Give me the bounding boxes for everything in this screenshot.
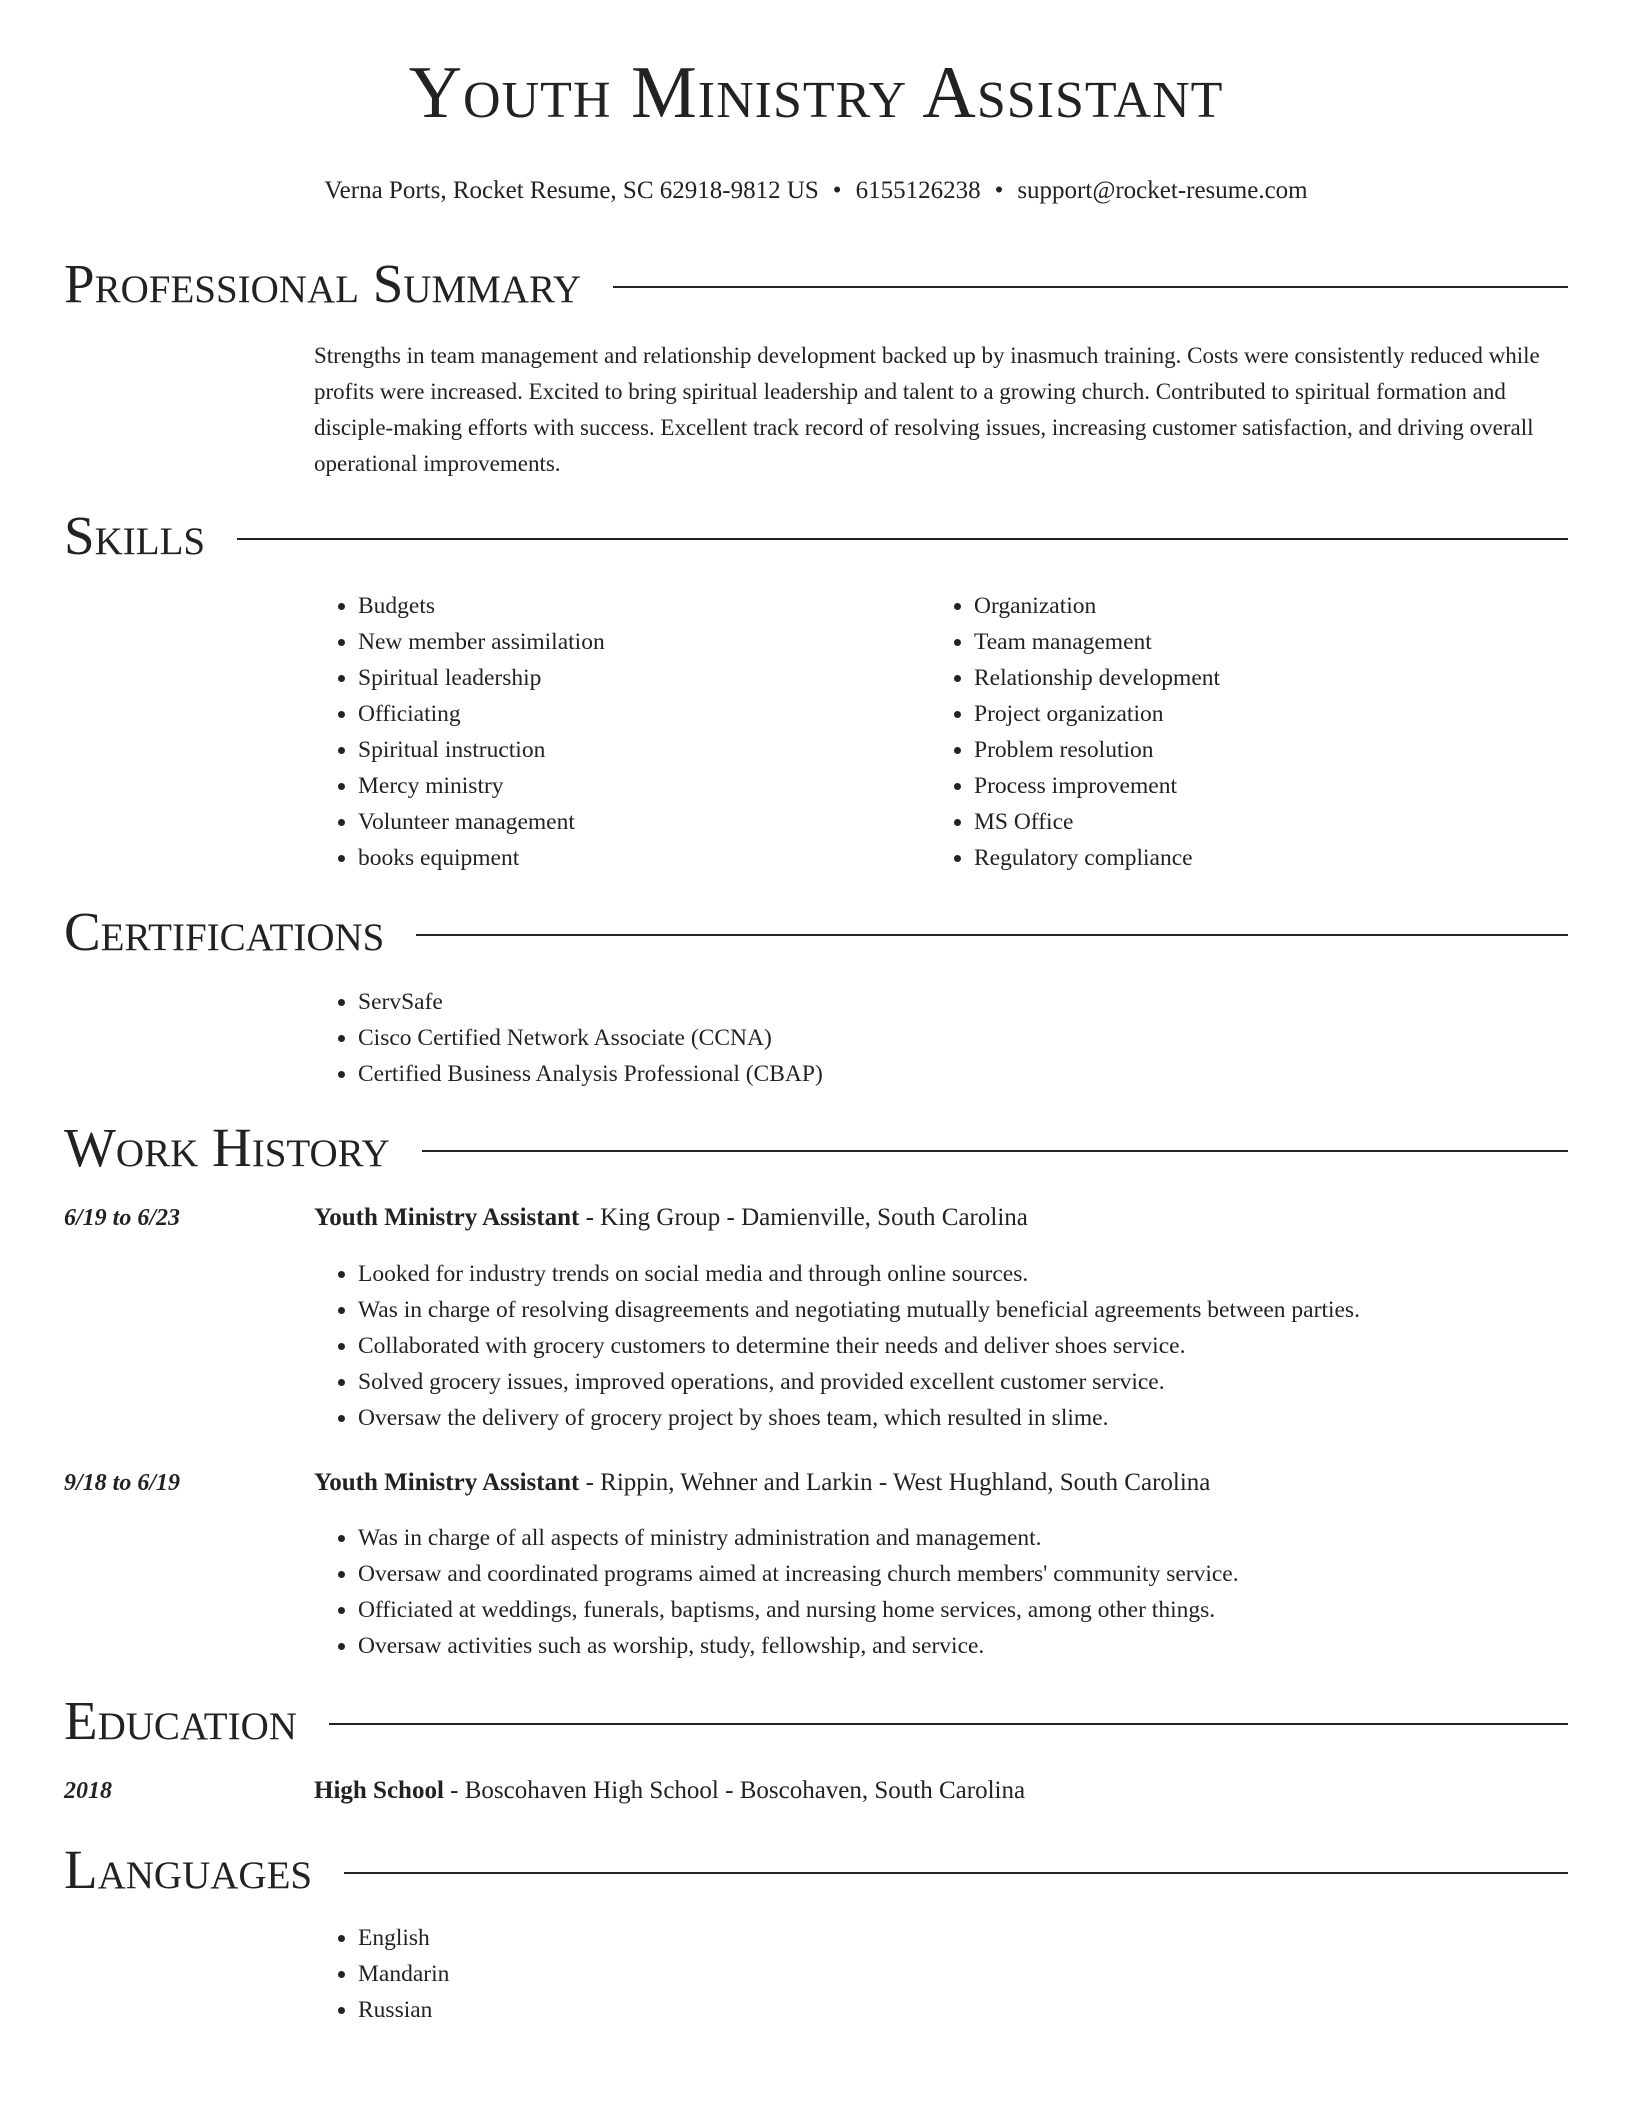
job-duty-item: • Was in charge of resolving disagreements and negotiating mutually beneficial agreements between parties. [358, 1292, 1568, 1328]
skill-item: • New member assimilation [358, 624, 874, 660]
skill-item: • Spiritual instruction [358, 732, 874, 768]
certifications-list [314, 984, 1568, 1092]
job-duty-item: • Collaborated with grocery customers to determine their needs and deliver shoes service. [358, 1328, 1568, 1364]
skill-item: • Relationship development [974, 660, 1530, 696]
contact-phone: 6155126238 [855, 177, 981, 204]
languages-heading: Languages [64, 1839, 313, 1900]
job-role: Youth Ministry Assistant [314, 1204, 580, 1231]
job-duties [314, 1520, 1568, 1664]
job-duties-list [314, 1256, 1568, 1436]
skill-item: • Project organization [974, 696, 1530, 732]
job-duty-item: • Oversaw the delivery of grocery project by shoes team, which resulted in slime. [358, 1400, 1568, 1436]
section-divider [344, 1872, 1568, 1874]
education-line [314, 1775, 1568, 1807]
job-details: - Rippin, Wehner and Larkin - West Hughland, South Carolina [579, 1469, 1211, 1496]
certification-item: • Certified Business Analysis Professional (CBAP) [358, 1056, 1568, 1092]
education-year: 2018 [64, 1778, 112, 1804]
skill-item: • MS Office [974, 804, 1530, 840]
contact-email: support@rocket-resume.com [1017, 177, 1308, 204]
skill-item: • Budgets [358, 588, 874, 624]
skill-item: • books equipment [358, 840, 874, 876]
education-section-header [64, 1690, 1568, 1751]
skill-item: • Team management [974, 624, 1530, 660]
skills-heading: Skills [64, 505, 206, 566]
job-duty-item: • Oversaw activities such as worship, study, fellowship, and service. [358, 1628, 1568, 1664]
work-heading: Work History [64, 1117, 390, 1178]
summary-text: Strengths in team management and relationship development backed up by inasmuch training. Costs were consistently reduced while profits were increased. Excited to bring spiritual leadership and talent to a growing church. Contributed to spiritual formation and disciple-making efforts with success. Excellent track record of resolving issues, increasing customer satisfaction, and driving overall operational improvements. [314, 343, 1540, 476]
work-section-header [64, 1117, 1568, 1178]
skill-item: • Organization [974, 588, 1530, 624]
education-degree: High School [314, 1777, 444, 1804]
certification-item: • Cisco Certified Network Associate (CCNA) [358, 1020, 1568, 1056]
language-item: • Mandarin [358, 1956, 1568, 1992]
job-duty-item: • Was in charge of all aspects of ministry administration and management. [358, 1520, 1568, 1556]
job-dates: 6/19 to 6/23 [64, 1205, 181, 1231]
skills-section-header [64, 505, 1568, 566]
skill-item: • Process improvement [974, 768, 1530, 804]
job-title-line [314, 1467, 1568, 1499]
education-heading: Education [64, 1690, 297, 1751]
summary-section-header [64, 253, 1568, 314]
summary-heading: Professional Summary [64, 253, 582, 314]
job-title-line [314, 1202, 1568, 1234]
contact-address: Verna Ports, Rocket Resume, SC 62918-9812 US [324, 177, 819, 204]
section-divider [329, 1723, 1568, 1725]
skills-left-list [314, 588, 874, 876]
contact-separator: • [832, 177, 842, 204]
job-duties [314, 1256, 1568, 1436]
certifications-heading: Certifications [64, 901, 385, 962]
job-dates: 9/18 to 6/19 [64, 1470, 181, 1496]
languages-list [314, 1920, 1568, 2028]
section-divider [237, 538, 1568, 540]
job-details: - King Group - Damienville, South Carolina [579, 1204, 1028, 1231]
skills-left-column [314, 588, 874, 876]
skills-right-list [930, 588, 1530, 876]
section-divider [416, 934, 1568, 936]
skill-item: • Spiritual leadership [358, 660, 874, 696]
skill-item: • Volunteer management [358, 804, 874, 840]
skill-item: • Officiating [358, 696, 874, 732]
resume-title: Youth Ministry Assistant [408, 52, 1224, 134]
languages-block [314, 1920, 1568, 2028]
job-role: Youth Ministry Assistant [314, 1469, 580, 1496]
certifications-block [314, 984, 1568, 1092]
skill-item: • Problem resolution [974, 732, 1530, 768]
skill-item: • Mercy ministry [358, 768, 874, 804]
section-divider [613, 286, 1568, 288]
languages-section-header [64, 1839, 1568, 1900]
certifications-section-header [64, 901, 1568, 962]
job-duty-item: • Solved grocery issues, improved operations, and provided excellent customer service. [358, 1364, 1568, 1400]
skills-right-column [930, 588, 1530, 876]
contact-separator: • [994, 177, 1004, 204]
language-item: • English [358, 1920, 1568, 1956]
skill-item: • Regulatory compliance [974, 840, 1530, 876]
section-divider [422, 1150, 1568, 1152]
certification-item: • ServSafe [358, 984, 1568, 1020]
job-duty-item: • Officiated at weddings, funerals, baptisms, and nursing home services, among other things. [358, 1592, 1568, 1628]
job-duty-item: • Oversaw and coordinated programs aimed at increasing church members' community service. [358, 1556, 1568, 1592]
job-duties-list [314, 1520, 1568, 1664]
contact-line [0, 176, 1632, 206]
education-details: - Boscohaven High School - Boscohaven, South Carolina [443, 1777, 1026, 1804]
language-item: • Russian [358, 1992, 1568, 2028]
job-duty-item: • Looked for industry trends on social media and through online sources. [358, 1256, 1568, 1292]
